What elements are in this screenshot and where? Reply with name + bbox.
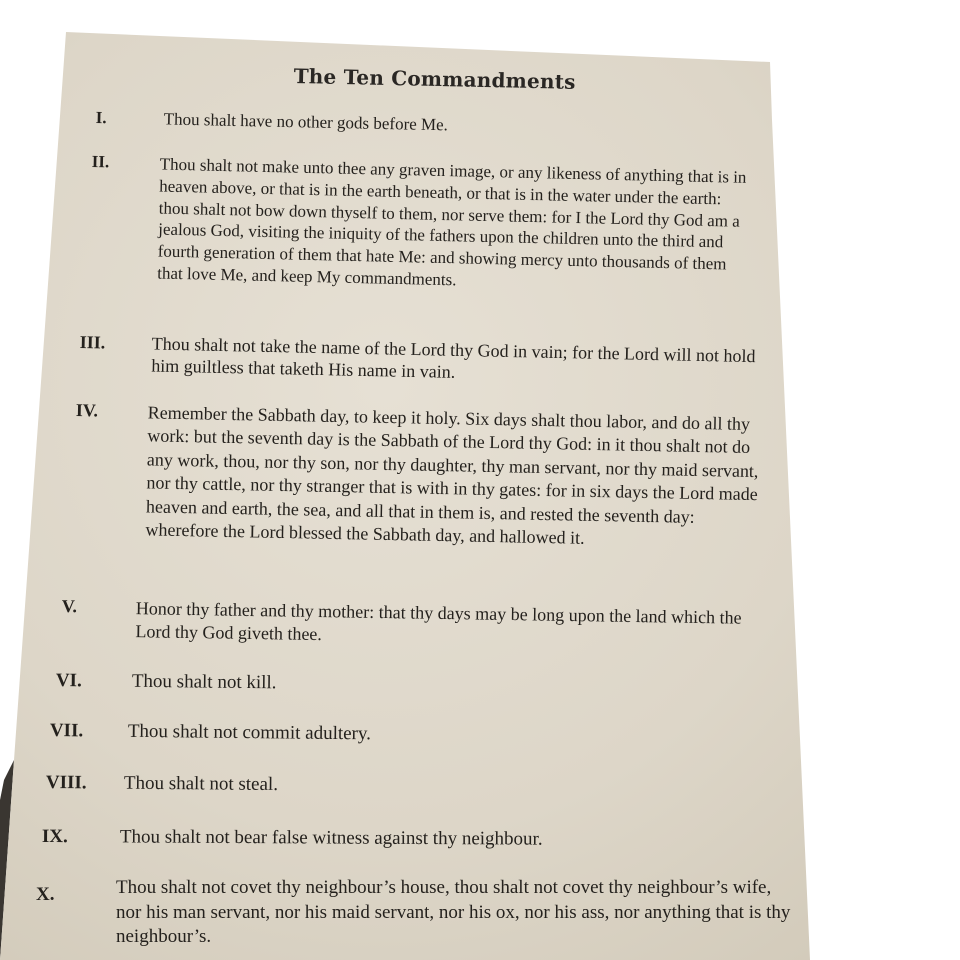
commandment-text: Thou shalt not take the name of the Lord thy God in vain; for the Lord will not hold him guiltless that taketh His name in vain. bbox=[151, 333, 756, 382]
commandment-text: Honor thy father and thy mother: that thy days may be long upon the land which the Lord thy God giveth thee. bbox=[135, 598, 742, 644]
commandment-text: Remember the Sabbath day, to keep it holy. Six days shalt thou labor, and do all thy work: but the seventh day is the Sabbath of the Lord thy God: in it thou shalt not do any work, thou, nor thy son, nor thy daughter, thy man servant, nor thy maid servant, nor thy cattle, nor thy stranger that is with in thy gates: for in six days the Lord made heaven and earth, the sea, and all that in them is, and rested the seventh day: wherefore the Lord blessed the Sabbath day, and hallowed it. bbox=[145, 402, 759, 548]
commandment-text: Thou shalt not steal. bbox=[123, 772, 279, 796]
commandment-text: Thou shalt have no other gods before Me. bbox=[163, 109, 449, 135]
commandment-text: Thou shalt not bear false witness against thy neighbour. bbox=[119, 826, 543, 850]
commandment-text: Thou shalt not commit adultery. bbox=[127, 720, 372, 745]
commandment-text: Thou shalt not covet thy neighbour’s house, thou shalt not covet thy neighbour’s wife, nor his man servant, nor his maid servant, nor his ox, nor his ass, nor anything that is thy neighbour’s. bbox=[116, 877, 791, 948]
commandment-number: II. bbox=[91, 152, 110, 172]
commandment-number: X. bbox=[36, 884, 55, 905]
commandment-number: VI. bbox=[55, 670, 82, 692]
commandment-number: I. bbox=[95, 108, 107, 128]
commandment-number: IX. bbox=[41, 826, 68, 848]
commandment-text: Thou shalt not kill. bbox=[131, 670, 277, 694]
commandment-number: III. bbox=[79, 332, 106, 353]
commandment-number: IV. bbox=[75, 400, 99, 421]
commandment-text: Thou shalt not make unto thee any graven image, or any likeness of anything that is in heaven above, or that is in the earth beneath, or that is in the water under the earth: thou shalt not bow down thyself to them, nor serve them: for I the Lord thy God am a jealous God, visiting the iniquity of the fathers upon the children unto the third and fourth generation of them that hate Me: and showing mercy unto thousands of them that love Me, and keep My commandments. bbox=[157, 154, 747, 290]
commandment-number: VIII. bbox=[45, 772, 87, 794]
page-title: The Ten Commandments bbox=[293, 64, 576, 94]
commandment-number: VII. bbox=[49, 720, 84, 742]
commandment-number: V. bbox=[61, 596, 78, 617]
